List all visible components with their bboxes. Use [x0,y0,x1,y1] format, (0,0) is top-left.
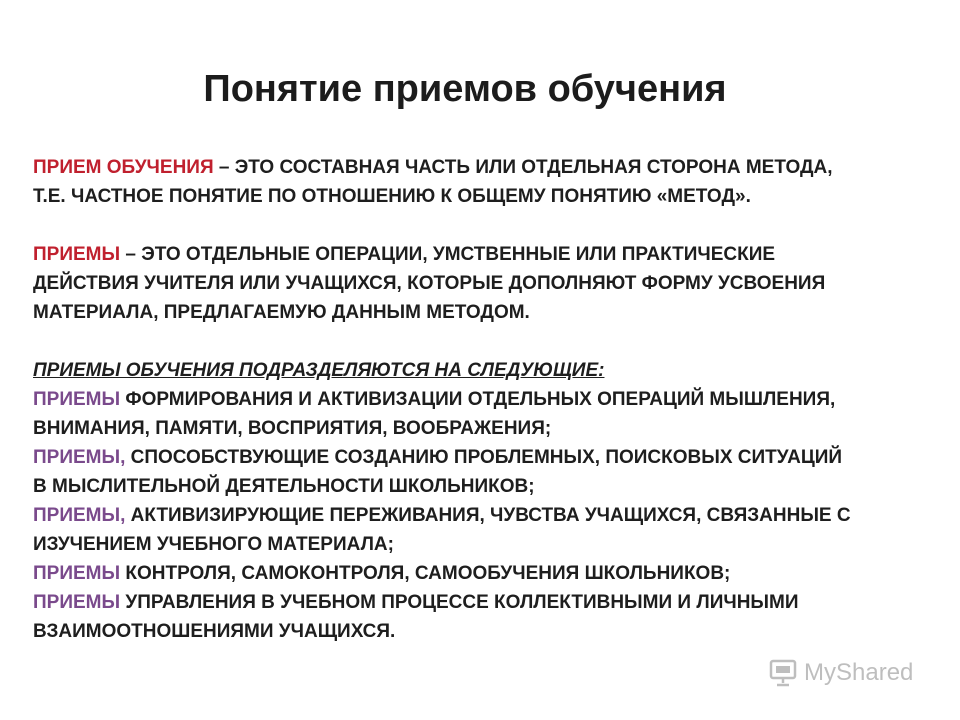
term-highlight: ПРИЕМЫ, [33,505,126,526]
list-item-continuation: ВЗАИМООТНОШЕНИЯМИ УЧАЩИХСЯ. [33,621,396,642]
list-item [33,501,923,530]
list-item [33,443,923,472]
list-item [33,559,923,588]
list-item-continuation: В МЫСЛИТЕЛЬНОЙ ДЕЯТЕЛЬНОСТИ ШКОЛЬНИКОВ; [33,476,535,497]
definition-line [33,153,923,182]
slide-body [33,153,923,646]
definition-line: ДЕЙСТВИЯ УЧИТЕЛЯ ИЛИ УЧАЩИХСЯ, КОТОРЫЕ ДОПОЛНЯЮТ ФОРМУ УСВОЕНИЯ [33,273,826,294]
list-item-continuation: ИЗУЧЕНИЕМ УЧЕБНОГО МАТЕРИАЛА; [33,534,394,555]
definition-line: МАТЕРИАЛА, ПРЕДЛАГАЕМУЮ ДАННЫМ МЕТОДОМ. [33,302,530,323]
list-item-continuation: ВНИМАНИЯ, ПАМЯТИ, ВОСПРИЯТИЯ, ВООБРАЖЕНИЯ; [33,418,552,439]
definition-text: – ЭТО СОСТАВНАЯ ЧАСТЬ ИЛИ ОТДЕЛЬНАЯ СТОРОНА МЕТОДА, [213,157,833,178]
watermark [768,655,913,691]
list-item-text: УПРАВЛЕНИЯ В УЧЕБНОМ ПРОЦЕССЕ КОЛЛЕКТИВНЫМИ И ЛИЧНЫМИ [120,592,799,613]
presentation-board-icon [768,658,798,688]
definition-text: – ЭТО ОТДЕЛЬНЫЕ ОПЕРАЦИИ, УМСТВЕННЫЕ ИЛИ ПРАКТИЧЕСКИЕ [120,244,776,265]
list-item [33,588,923,617]
watermark-text: MyShared [804,659,914,686]
classification-heading: ПРИЕМЫ ОБУЧЕНИЯ ПОДРАЗДЕЛЯЮТСЯ НА СЛЕДУЮЩИЕ: [33,360,605,381]
list-item [33,385,923,414]
term-highlight: ПРИЕМЫ [33,244,121,265]
list-item-text: ФОРМИРОВАНИЯ И АКТИВИЗАЦИИ ОТДЕЛЬНЫХ ОПЕРАЦИЙ МЫШЛЕНИЯ, [120,389,836,410]
list-item-text: СПОСОБСТВУЮЩИЕ СОЗДАНИЮ ПРОБЛЕМНЫХ, ПОИСКОВЫХ СИТУАЦИЙ [125,447,843,468]
term-highlight: ПРИЕМ ОБУЧЕНИЯ [33,157,214,178]
list-item-text: КОНТРОЛЯ, САМОКОНТРОЛЯ, САМООБУЧЕНИЯ ШКОЛЬНИКОВ; [120,563,731,584]
term-highlight: ПРИЕМЫ [33,389,121,410]
term-highlight: ПРИЕМЫ [33,563,121,584]
definition-line [33,240,923,269]
definition-line: Т.Е. ЧАСТНОЕ ПОНЯТИЕ ПО ОТНОШЕНИЮ К ОБЩЕМУ ПОНЯТИЮ «МЕТОД». [33,186,751,207]
slide-title: Понятие приемов обучения [203,68,727,110]
term-highlight: ПРИЕМЫ [33,592,121,613]
list-item-text: АКТИВИЗИРУЮЩИЕ ПЕРЕЖИВАНИЯ, ЧУВСТВА УЧАЩИХСЯ, СВЯЗАННЫЕ С [125,505,851,526]
term-highlight: ПРИЕМЫ, [33,447,126,468]
